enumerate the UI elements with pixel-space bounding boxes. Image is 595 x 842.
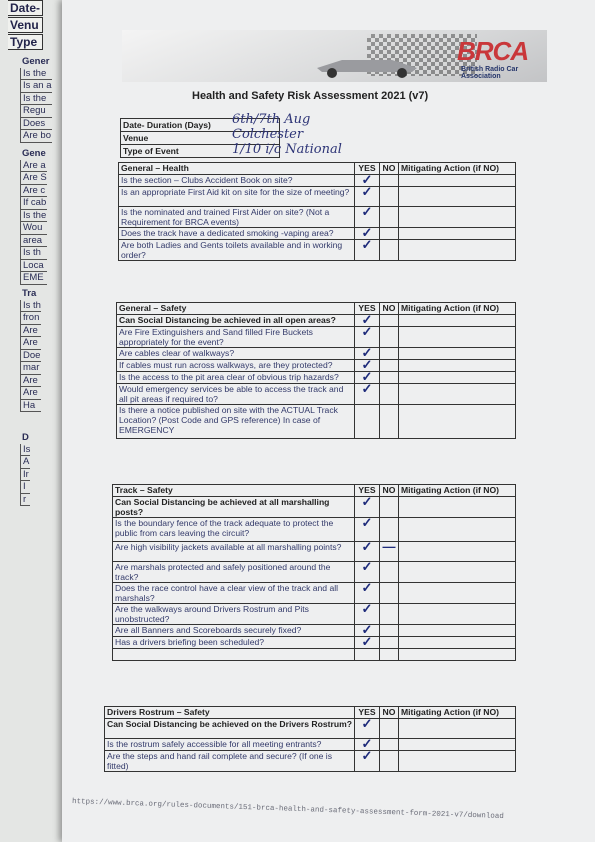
section-header-row [119, 163, 516, 175]
mitigating-action-cell [399, 637, 516, 649]
no-checkbox: — [380, 542, 399, 562]
no-checkbox [380, 562, 399, 583]
underlay-line: Is [20, 444, 30, 457]
question-text: Can Social Distancing be achieved in all open areas? [117, 315, 355, 327]
question-text: Would emergency services be able to access the track and all pit areas if required to? [117, 384, 355, 405]
form-title: Health and Safety Risk Assessment 2021 (v7) [192, 90, 429, 102]
underlay-header: Venu [8, 17, 43, 33]
question-row [113, 583, 516, 604]
yes-checkbox: ✓ [355, 372, 380, 384]
question-text: Are the steps and hand rail complete and secure? (If one is fitted) [105, 751, 355, 772]
underlay-line: Are [20, 325, 41, 338]
mitigating-column-header: Mitigating Action (if NO) [399, 303, 516, 315]
question-row [113, 542, 516, 562]
question-row [119, 207, 516, 228]
section-header-row [117, 303, 516, 315]
mitigating-action-cell [399, 518, 516, 542]
underlay-line: Are a [20, 160, 47, 173]
underlay-line: Regu [20, 105, 52, 118]
underlay-group-4 [20, 432, 30, 506]
yes-checkbox: ✓ [355, 518, 380, 542]
underlay-line: fron [20, 312, 41, 325]
yes-checkbox: ✓ [355, 583, 380, 604]
mitigating-column-header: Mitigating Action (if NO) [399, 163, 516, 175]
question-text: Is the section – Clubs Accident Book on site? [119, 175, 355, 187]
underlay-group-3 [20, 288, 41, 412]
mitigating-action-cell [399, 228, 516, 240]
question-row [117, 384, 516, 405]
section-drivers-rostrum-safety [104, 706, 516, 772]
mitigating-action-cell [399, 327, 516, 348]
yes-checkbox: ✓ [355, 751, 380, 772]
no-checkbox [380, 348, 399, 360]
no-checkbox [380, 497, 399, 518]
question-text: Are both Ladies and Gents toilets available and in working order? [119, 240, 355, 261]
rc-car-graphic [312, 52, 422, 78]
section-heading: Drivers Rostrum – Safety [105, 707, 355, 719]
info-label: Venue [121, 132, 280, 145]
question-text: Can Social Distancing be achieved at all marshalling posts? [113, 497, 355, 518]
yes-checkbox: ✓ [355, 175, 380, 187]
logo-subtext: British Radio Car Association [461, 66, 519, 80]
question-text: Is the rostrum safely accessible for all meeting entrants? [105, 739, 355, 751]
question-text: Is there a notice published on site with the ACTUAL Track Location? (Post Code and GPS reference) In case of EMERGENCY [117, 405, 355, 439]
question-text: Is the nominated and trained First Aider on site? (Not a Requirement for BRCA events) [119, 207, 355, 228]
mitigating-action-cell [399, 497, 516, 518]
question-text: Is the access to the pit area clear of obvious trip hazards? [117, 372, 355, 384]
no-checkbox [380, 583, 399, 604]
yes-checkbox: ✓ [355, 315, 380, 327]
no-checkbox [380, 719, 399, 739]
underlay-line: Is th [20, 300, 41, 313]
mitigating-column-header: Mitigating Action (if NO) [399, 707, 516, 719]
underlay-line: Is an a [20, 80, 52, 93]
question-text: Are cables clear of walkways? [117, 348, 355, 360]
mitigating-action-cell [399, 562, 516, 583]
mitigating-action-cell [399, 384, 516, 405]
underlay-group-1 [20, 56, 52, 143]
question-row [119, 228, 516, 240]
yes-checkbox: ✓ [355, 187, 380, 207]
yes-checkbox: ✓ [355, 327, 380, 348]
question-row [113, 649, 516, 661]
mitigating-action-cell [399, 372, 516, 384]
underlay-line: Ir [20, 469, 30, 482]
question-row [117, 315, 516, 327]
question-text: Does the track have a dedicated smoking -vaping area? [119, 228, 355, 240]
question-row [105, 739, 516, 751]
yes-checkbox: ✓ [355, 719, 380, 739]
question-row [113, 518, 516, 542]
info-label: Date- Duration (Days) [121, 119, 280, 132]
mitigating-action-cell [399, 187, 516, 207]
question-text: Does the race control have a clear view of the track and all marshals? [113, 583, 355, 604]
yes-checkbox: ✓ [355, 542, 380, 562]
no-checkbox [380, 637, 399, 649]
mitigating-action-cell [399, 649, 516, 661]
mitigating-action-cell [399, 604, 516, 625]
question-row [117, 348, 516, 360]
mitigating-action-cell [399, 360, 516, 372]
underlay-line: Are [20, 337, 41, 350]
no-checkbox [380, 372, 399, 384]
underlay-line: Does [20, 118, 52, 131]
question-text: Are high visibility jackets available at all marshalling points? [113, 542, 355, 562]
no-checkbox [380, 604, 399, 625]
info-label: Type of Event [121, 145, 280, 158]
question-row [113, 604, 516, 625]
underlay-line: Are [20, 387, 41, 400]
mitigating-action-cell [399, 207, 516, 228]
yes-column-header: YES [355, 163, 380, 175]
no-checkbox [380, 240, 399, 261]
question-text: Are the walkways around Drivers Rostrum and Pits unobstructed? [113, 604, 355, 625]
mitigating-action-cell [399, 348, 516, 360]
underlay-line: Are [20, 375, 41, 388]
yes-column-header: YES [355, 485, 380, 497]
no-column-header: NO [380, 485, 399, 497]
yes-checkbox: ✓ [355, 207, 380, 228]
section-header-row [105, 707, 516, 719]
no-checkbox [380, 739, 399, 751]
question-row [113, 625, 516, 637]
question-row [117, 360, 516, 372]
no-column-header: NO [380, 163, 399, 175]
question-text: Are all Banners and Scoreboards securely fixed? [113, 625, 355, 637]
yes-checkbox: ✓ [355, 360, 380, 372]
underlay-line: Are bo [20, 130, 52, 143]
handwritten-venue: Colchester [232, 127, 304, 142]
question-row [113, 562, 516, 583]
question-text: Are Fire Extinguishers and Sand filled Fire Buckets appropriately for the event? [117, 327, 355, 348]
underlay-line: Gene [22, 148, 46, 159]
no-checkbox [380, 405, 399, 439]
yes-column-header: YES [355, 707, 380, 719]
underlay-header: Type [8, 34, 43, 50]
no-checkbox [380, 649, 399, 661]
section-heading: General – Safety [117, 303, 355, 315]
yes-column-header: YES [355, 303, 380, 315]
question-row [117, 372, 516, 384]
underlay-line: r [20, 494, 30, 507]
question-text: Is the boundary fence of the track adequate to protect the public from cars leaving the circuit? [113, 518, 355, 542]
underlay-line: Is the [20, 93, 52, 106]
underlay-line: Wou [20, 222, 47, 235]
underlay-line: Is the [20, 210, 47, 223]
yes-checkbox: ✓ [355, 384, 380, 405]
question-text: Is an appropriate First Aid kit on site for the size of meeting? [119, 187, 355, 207]
underlay-line: Is the [20, 68, 52, 81]
mitigating-action-cell [399, 625, 516, 637]
question-text [113, 649, 355, 661]
mitigating-action-cell [399, 240, 516, 261]
underlay-headers [8, 0, 43, 51]
no-checkbox [380, 751, 399, 772]
section-general-health [118, 162, 516, 261]
section-heading: Track – Safety [113, 485, 355, 497]
underlay-line: Gener [22, 56, 50, 67]
underlay-line: Loca [20, 260, 47, 273]
underlay-line: Are c [20, 185, 47, 198]
underlay-line: mar [20, 362, 41, 375]
handwritten-date: 6th/7th Aug [232, 112, 311, 127]
no-checkbox [380, 518, 399, 542]
yes-checkbox: ✓ [355, 604, 380, 625]
section-header-row [113, 485, 516, 497]
handwritten-event-type: 1/10 i/c National [232, 142, 342, 157]
mitigating-action-cell [399, 751, 516, 772]
yes-checkbox: ✓ [355, 625, 380, 637]
risk-assessment-page [62, 0, 595, 842]
underlay-line: I [20, 481, 30, 494]
question-row [105, 751, 516, 772]
underlay-line: Ha [20, 400, 41, 413]
no-checkbox [380, 175, 399, 187]
section-track-safety [112, 484, 516, 661]
question-row [119, 187, 516, 207]
no-checkbox [380, 625, 399, 637]
no-column-header: NO [380, 303, 399, 315]
question-row [117, 405, 516, 439]
section-heading: General – Health [119, 163, 355, 175]
no-checkbox [380, 207, 399, 228]
underlay-line: Tra [22, 288, 37, 299]
question-row [119, 175, 516, 187]
question-row [105, 719, 516, 739]
underlay-line: D [22, 432, 29, 443]
question-row [113, 497, 516, 518]
no-checkbox [380, 384, 399, 405]
yes-checkbox: ✓ [355, 348, 380, 360]
underlay-line: area [20, 235, 47, 248]
question-row [113, 637, 516, 649]
mitigating-action-cell [399, 583, 516, 604]
question-text: Can Social Distancing be achieved on the Drivers Rostrum? [105, 719, 355, 739]
section-general-safety [116, 302, 516, 439]
underlay-header: Date- [8, 0, 43, 16]
mitigating-action-cell [399, 739, 516, 751]
mitigating-action-cell [399, 315, 516, 327]
question-row [117, 327, 516, 348]
underlay-group-2 [20, 148, 47, 285]
yes-checkbox: ✓ [355, 497, 380, 518]
mitigating-action-cell [399, 405, 516, 439]
mitigating-action-cell [399, 542, 516, 562]
brca-logo [457, 36, 529, 80]
no-checkbox [380, 327, 399, 348]
yes-checkbox: ✓ [355, 240, 380, 261]
underlying-page [0, 0, 70, 842]
logo-text: BRCA [457, 36, 529, 66]
yes-checkbox: ✓ [355, 562, 380, 583]
yes-checkbox: ✓ [355, 739, 380, 751]
underlay-line: If cab [20, 197, 47, 210]
footer-url: https://www.brca.org/rules-documents/151-brca-health-and-safety-assessment-form-2021-v7/download [71, 798, 504, 822]
no-column-header: NO [380, 707, 399, 719]
yes-checkbox: ✓ [355, 637, 380, 649]
underlay-line: Is th [20, 247, 47, 260]
question-text: Has a drivers briefing been scheduled? [113, 637, 355, 649]
yes-checkbox [355, 649, 380, 661]
question-text: If cables must run across walkways, are they protected? [117, 360, 355, 372]
question-text: Are marshals protected and safely positioned around the track? [113, 562, 355, 583]
mitigating-action-cell [399, 175, 516, 187]
no-checkbox [380, 228, 399, 240]
mitigating-column-header: Mitigating Action (if NO) [399, 485, 516, 497]
yes-checkbox: ✓ [355, 228, 380, 240]
underlay-line: A [20, 456, 30, 469]
underlay-line: Are S [20, 172, 47, 185]
no-checkbox [380, 360, 399, 372]
yes-checkbox [355, 405, 380, 439]
no-checkbox [380, 315, 399, 327]
question-row [119, 240, 516, 261]
mitigating-action-cell [399, 719, 516, 739]
underlay-line: EME [20, 272, 47, 285]
no-checkbox [380, 187, 399, 207]
underlay-line: Doe [20, 350, 41, 363]
